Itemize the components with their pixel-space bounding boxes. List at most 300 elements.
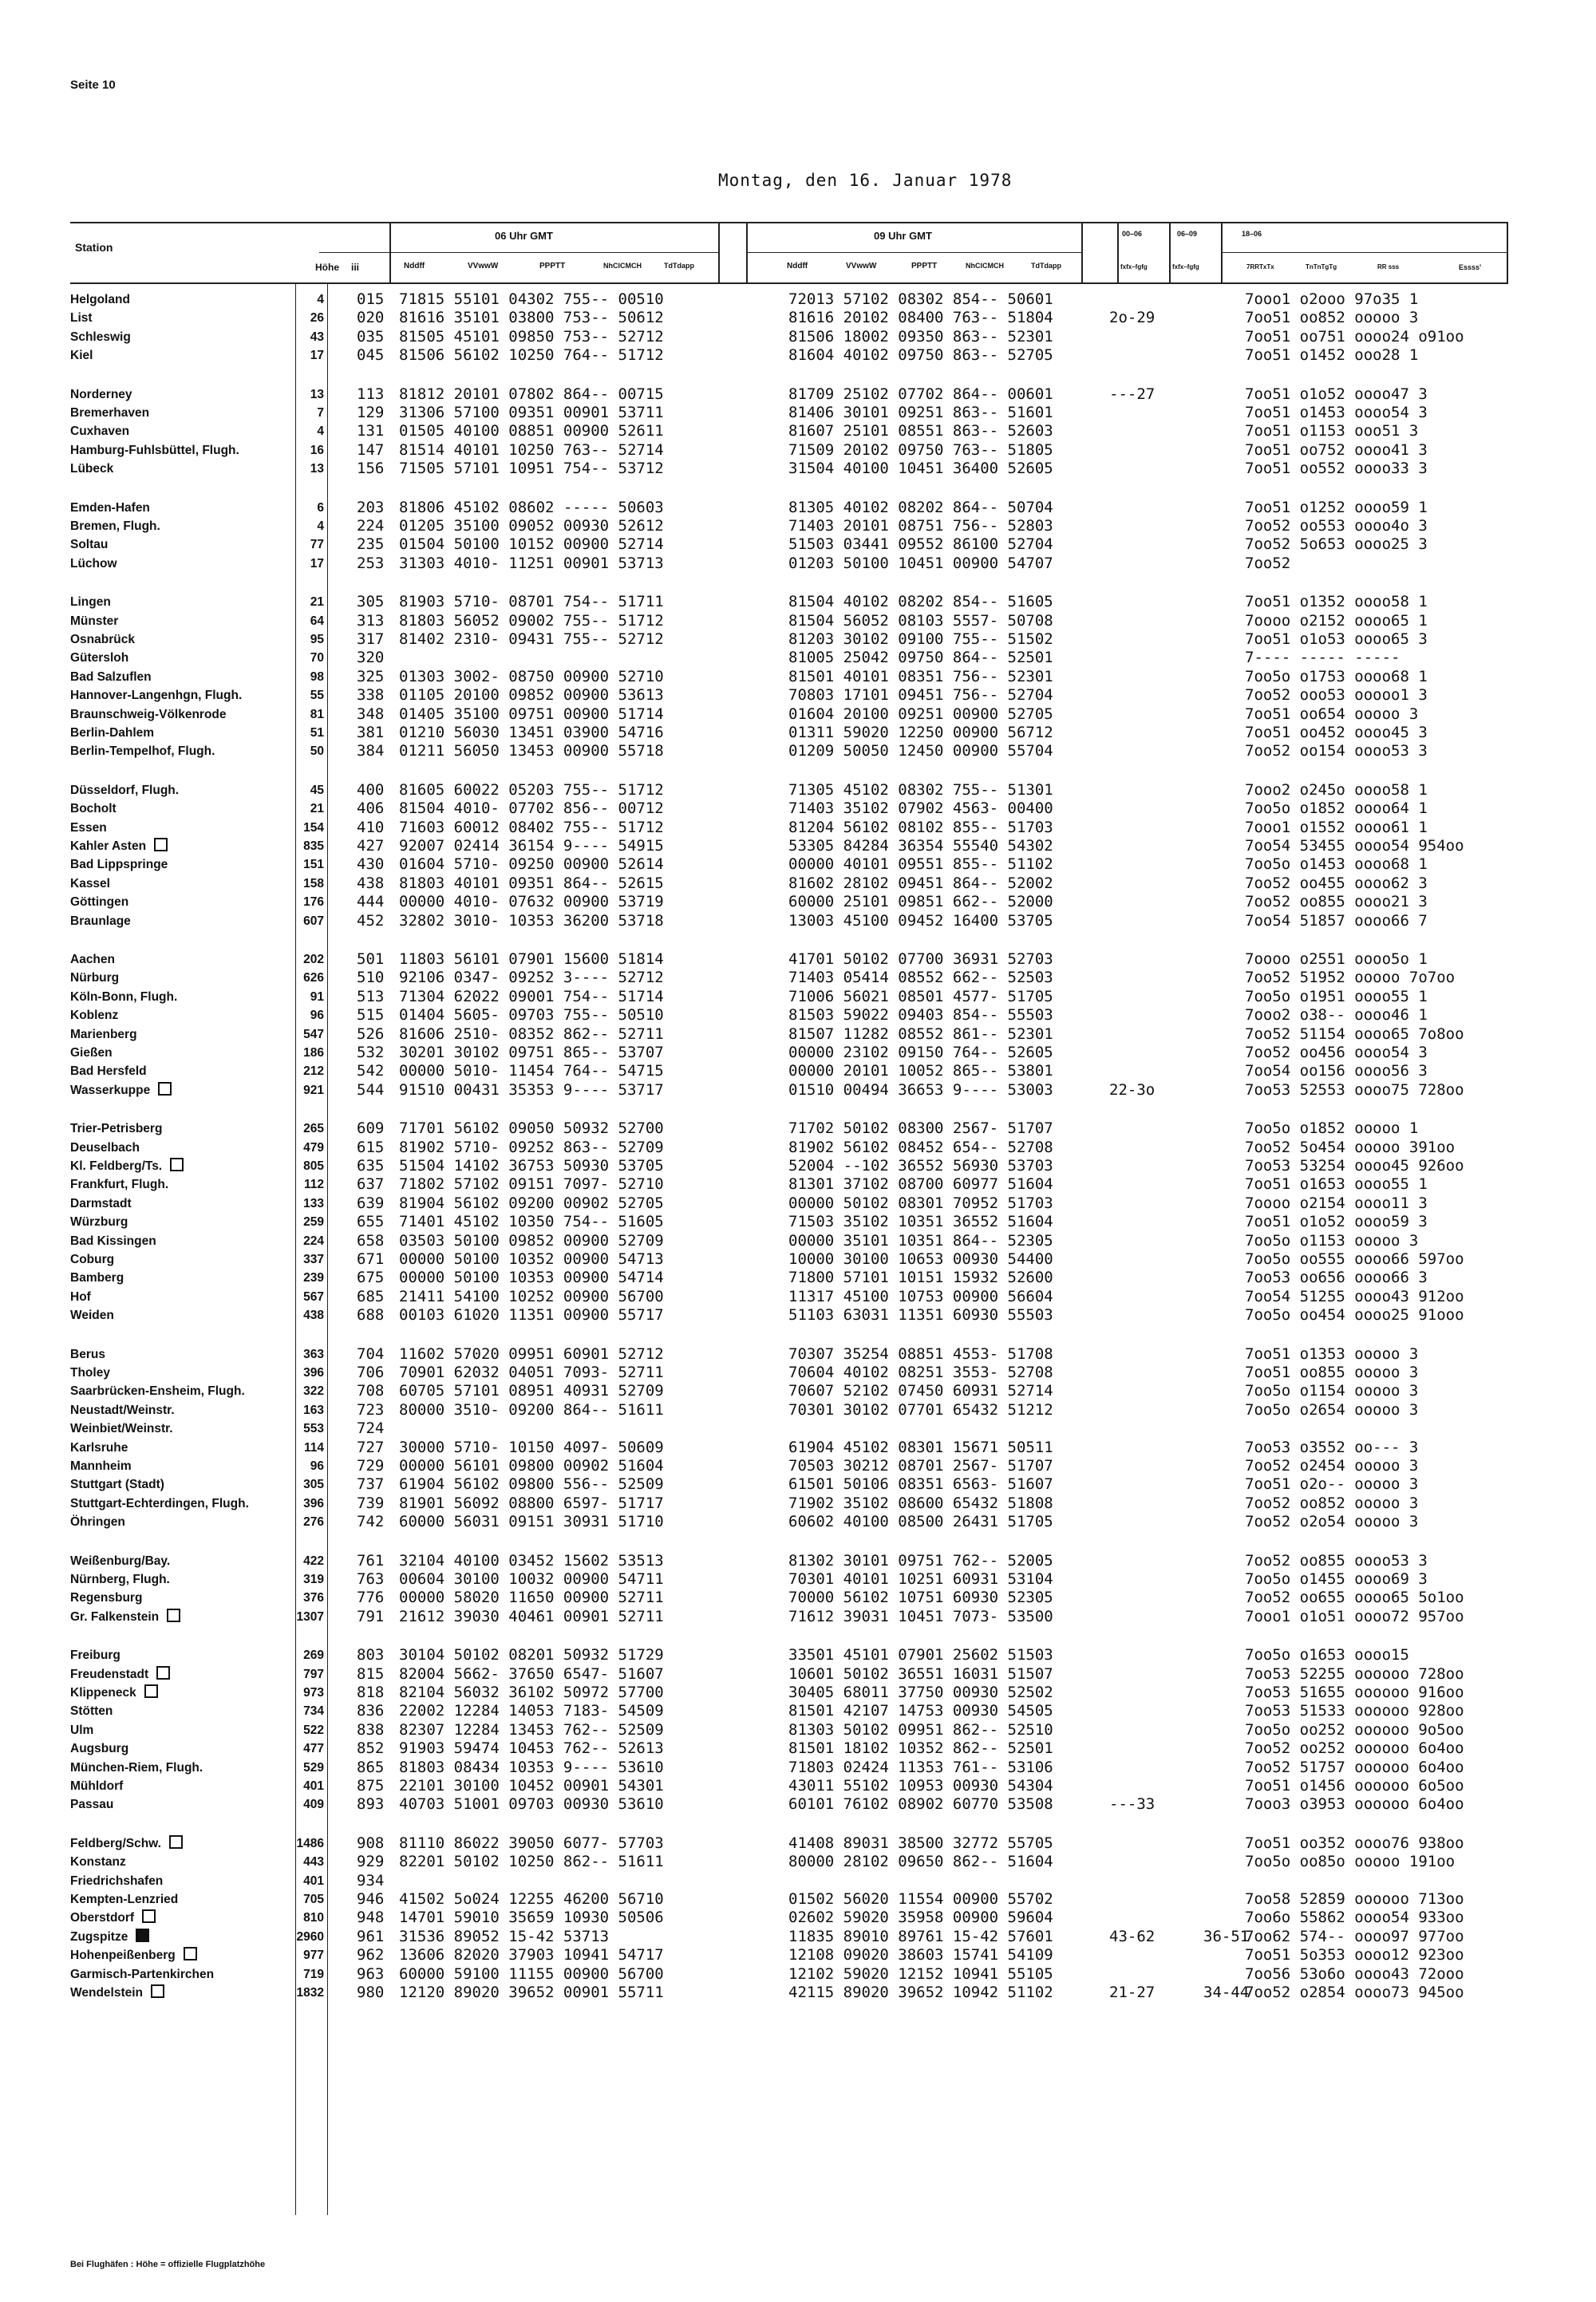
station-name: München-Riem, Flugh. <box>70 1760 203 1775</box>
station-number: 763 <box>357 1570 385 1588</box>
obs-09-gmt: 01604 20100 09251 00900 52705 <box>788 705 1053 723</box>
table-row <box>0 1684 1596 1702</box>
obs-06-gmt: 71603 60012 08402 755-- 51712 <box>399 818 664 836</box>
obs-09-gmt: 12108 09020 38603 15741 54109 <box>788 1946 1053 1964</box>
station-number: 776 <box>357 1589 385 1607</box>
station-height: 529 <box>303 1760 324 1775</box>
obs-09-gmt: 81506 18002 09350 863-- 52301 <box>788 327 1053 345</box>
station-height: 176 <box>303 895 324 910</box>
station-number: 639 <box>357 1194 385 1212</box>
station-name: Deuselbach <box>70 1140 140 1155</box>
station-height: 443 <box>303 1855 324 1870</box>
obs-18-06: 7oo51 oo752 oooo41 3 <box>1245 440 1428 459</box>
station-height: 16 <box>310 443 324 457</box>
header-ppptt-09: PPPTT <box>911 262 938 270</box>
gust-00-06: 22-3o <box>1109 1080 1156 1099</box>
obs-09-gmt: 71006 56021 08501 4577- 51705 <box>788 987 1053 1005</box>
gust-00-06: ---33 <box>1109 1795 1156 1814</box>
station-height: 626 <box>303 971 324 985</box>
station-name: Bremen, Flugh. <box>70 519 160 533</box>
station-number: 609 <box>357 1119 385 1138</box>
table-row <box>0 1401 1596 1420</box>
obs-06-gmt: 81402 2310- 09431 755-- 52712 <box>399 630 664 648</box>
station-name: Nürburg <box>70 971 120 985</box>
obs-06-gmt: 00103 61020 11351 00900 55717 <box>399 1306 664 1325</box>
table-row <box>0 781 1596 800</box>
obs-06-gmt: 92106 0347- 09252 3---- 52712 <box>399 969 664 987</box>
table-row <box>0 1345 1596 1364</box>
obs-18-06: 7ooo3 o3953 oooooo 6o4oo <box>1245 1795 1464 1814</box>
obs-18-06: 7oo54 51255 oooo43 912oo <box>1245 1287 1464 1305</box>
table-row <box>0 290 1596 309</box>
obs-09-gmt: 72013 57102 08302 854-- 50601 <box>788 290 1053 308</box>
obs-18-06: 7oo51 o1452 ooo28 1 <box>1245 346 1419 365</box>
obs-06-gmt: 32104 40100 03452 15602 53513 <box>399 1551 664 1570</box>
station-number: 761 <box>357 1551 385 1570</box>
obs-09-gmt: 81301 37102 08700 60977 51604 <box>788 1175 1053 1194</box>
header-station: Station <box>75 241 113 254</box>
header-tdtdapp: TdTdapp <box>664 262 694 270</box>
station-height: 4 <box>317 424 324 439</box>
obs-18-06: 7oo52 51757 oooooo 6o4oo <box>1245 1758 1464 1776</box>
station-name: Neustadt/Weinstr. <box>70 1403 175 1417</box>
obs-06-gmt: 82104 56032 36102 50972 57700 <box>399 1684 664 1701</box>
station-name: Garmisch-Partenkirchen <box>70 1967 215 1981</box>
obs-06-gmt: 81504 4010- 07702 856-- 00712 <box>399 800 664 818</box>
obs-09-gmt: 81503 59022 09403 854-- 55503 <box>788 1006 1053 1025</box>
station-number: 381 <box>357 724 385 741</box>
station-height: 553 <box>303 1422 324 1436</box>
header-tntn: TnTnTgTg <box>1306 263 1337 270</box>
obs-18-06: 7oo5o o1753 oooo68 1 <box>1245 667 1428 685</box>
header-ppptt: PPPTT <box>539 262 566 270</box>
station-name: Öhringen <box>70 1515 125 1530</box>
obs-09-gmt: 11835 89010 89761 15-42 57601 <box>788 1927 1053 1945</box>
obs-18-06: 7oo52 oo553 oooo4o 3 <box>1245 517 1428 535</box>
obs-18-06: 7oo51 oo352 oooo76 938oo <box>1245 1834 1464 1852</box>
station-number: 526 <box>357 1025 385 1043</box>
station-height: 13 <box>310 462 324 476</box>
station-name: Weißenburg/Bay. <box>70 1554 171 1568</box>
header-esss: Essss' <box>1459 263 1482 271</box>
station-name: Friedrichshafen <box>70 1874 164 1888</box>
obs-06-gmt: 81902 5710- 09252 863-- 52709 <box>399 1138 664 1156</box>
obs-06-gmt: 00000 56101 09800 00902 51604 <box>399 1457 664 1475</box>
station-name: Koblenz <box>70 1009 119 1023</box>
obs-18-06: 7oo51 o1153 ooo51 3 <box>1245 422 1419 440</box>
station-name: Köln-Bonn, Flugh. <box>70 989 178 1004</box>
obs-09-gmt: 51503 03441 09552 86100 52704 <box>788 535 1053 554</box>
station-name: Cuxhaven <box>70 424 130 439</box>
station-height: 396 <box>303 1496 324 1510</box>
obs-06-gmt: 80000 3510- 09200 864-- 51611 <box>399 1400 664 1419</box>
station-height: 734 <box>303 1704 324 1719</box>
station-name: Oberstdorf <box>70 1909 156 1927</box>
obs-09-gmt: 02602 59020 35958 00900 59604 <box>788 1909 1053 1927</box>
table-row <box>0 1872 1596 1890</box>
station-height: 114 <box>303 1440 324 1455</box>
station-name: Düsseldorf, Flugh. <box>70 783 180 797</box>
station-height: 337 <box>303 1253 324 1266</box>
obs-18-06: 7oo53 51533 oooooo 928oo <box>1245 1702 1464 1720</box>
table-row <box>0 1139 1596 1157</box>
station-height: 2960 <box>296 1929 324 1944</box>
obs-18-06: 7oo51 o1653 oooo55 1 <box>1245 1175 1428 1194</box>
station-number: 815 <box>357 1664 385 1683</box>
obs-06-gmt: 31536 89052 15-42 53713 <box>399 1927 610 1945</box>
obs-09-gmt: 60000 25101 09851 662-- 52000 <box>788 893 1053 911</box>
obs-06-gmt: 82201 50102 10250 862-- 51611 <box>399 1853 664 1871</box>
station-number: 224 <box>357 517 385 535</box>
obs-06-gmt: 81616 35101 03800 753-- 50612 <box>399 309 664 327</box>
obs-06-gmt: 31303 4010- 11251 00901 53713 <box>399 554 664 572</box>
station-name: Stuttgart-Echterdingen, Flugh. <box>70 1496 249 1510</box>
station-number: 444 <box>357 893 385 911</box>
obs-18-06: 7oo52 oo154 oooo53 3 <box>1245 742 1428 760</box>
table-row <box>0 1589 1596 1607</box>
station-number: 513 <box>357 987 385 1005</box>
obs-18-06: 7oo6o 55862 oooo54 933oo <box>1245 1909 1464 1927</box>
station-height: 438 <box>303 1309 324 1323</box>
station-name: Karlsruhe <box>70 1440 128 1455</box>
station-height: 547 <box>303 1027 324 1041</box>
table-row <box>0 1777 1596 1795</box>
obs-06-gmt: 81606 2510- 08352 862-- 52711 <box>399 1025 664 1043</box>
station-height: 401 <box>303 1874 324 1888</box>
station-name: Tholey <box>70 1366 110 1380</box>
obs-09-gmt: 71403 20101 08751 756-- 52803 <box>788 517 1053 535</box>
obs-06-gmt: 81901 56092 08800 6597- 51717 <box>399 1494 664 1512</box>
station-number: 729 <box>357 1457 385 1475</box>
station-name: Coburg <box>70 1253 115 1266</box>
obs-09-gmt: 81504 40102 08202 854-- 51605 <box>788 593 1053 611</box>
station-name: Berlin-Dahlem <box>70 726 155 740</box>
obs-06-gmt: 81506 56102 10250 764-- 51712 <box>399 346 664 365</box>
station-number: 688 <box>357 1306 385 1325</box>
table-row <box>0 1025 1596 1044</box>
station-name: Konstanz <box>70 1855 126 1870</box>
station-height: 7 <box>317 406 324 420</box>
table-row <box>0 1890 1596 1909</box>
obs-06-gmt: 71815 55101 04302 755-- 00510 <box>399 290 664 308</box>
station-height: 977 <box>303 1949 324 1963</box>
obs-09-gmt: 71612 39031 10451 7073- 53500 <box>788 1607 1053 1625</box>
station-number: 515 <box>357 1006 385 1025</box>
station-number: 544 <box>357 1080 385 1099</box>
station-height: 26 <box>310 311 324 326</box>
station-number: 129 <box>357 404 385 421</box>
obs-06-gmt: 00000 5010- 11454 764-- 54715 <box>399 1062 664 1080</box>
obs-06-gmt: 71304 62022 09001 754-- 51714 <box>399 987 664 1005</box>
obs-18-06: 7oo5o o1453 oooo68 1 <box>1245 855 1428 874</box>
obs-09-gmt: 81607 25101 08551 863-- 52603 <box>788 422 1053 440</box>
station-name: Freiburg <box>70 1649 120 1663</box>
obs-18-06: 7oo52 5o454 ooooo 391oo <box>1245 1138 1456 1156</box>
obs-06-gmt: 01604 5710- 09250 00900 52614 <box>399 855 664 874</box>
obs-09-gmt: 01311 59020 12250 00900 56712 <box>788 724 1053 741</box>
table-row <box>0 969 1596 987</box>
station-height: 51 <box>310 726 324 740</box>
obs-09-gmt: 01209 50050 12450 00900 55704 <box>788 742 1053 760</box>
obs-06-gmt: 13606 82020 37903 10941 54717 <box>399 1946 664 1964</box>
table-row <box>0 1665 1596 1684</box>
obs-09-gmt: 53305 84284 36354 55540 54302 <box>788 837 1053 855</box>
obs-09-gmt: 71403 35102 07902 4563- 00400 <box>788 800 1053 818</box>
obs-06-gmt: 01404 5605- 09703 755-- 50510 <box>399 1006 664 1025</box>
station-height: 835 <box>303 839 324 853</box>
station-number: 317 <box>357 630 385 648</box>
station-name: Braunschweig-Völkenrode <box>70 707 227 721</box>
station-height: 158 <box>303 876 324 890</box>
station-name: Bad Lippspringe <box>70 858 168 872</box>
obs-09-gmt: 81604 40102 09750 863-- 52705 <box>788 346 1053 365</box>
obs-06-gmt: 81803 40101 09351 864-- 52615 <box>399 874 664 892</box>
station-height: 363 <box>303 1347 324 1361</box>
station-number: 313 <box>357 611 385 630</box>
station-name: Göttingen <box>70 895 129 910</box>
station-name: Hannover-Langenhgn, Flugh. <box>70 689 243 703</box>
station-number: 742 <box>357 1513 385 1531</box>
station-name: Hamburg-Fuhlsbüttel, Flugh. <box>70 443 239 457</box>
station-height: 409 <box>303 1798 324 1812</box>
obs-18-06: 7oo52 oo855 oooo21 3 <box>1245 893 1428 911</box>
station-number: 305 <box>357 593 385 611</box>
obs-18-06: 7oo5o o1653 oooo15 <box>1245 1646 1409 1664</box>
obs-09-gmt: 33501 45101 07901 25602 51503 <box>788 1646 1053 1664</box>
table-row <box>0 1439 1596 1457</box>
obs-18-06: 7ooo1 o1552 oooo61 1 <box>1245 818 1428 836</box>
station-number: 865 <box>357 1758 385 1776</box>
page-label: Seite 10 <box>70 78 116 92</box>
station-number: 836 <box>357 1702 385 1720</box>
obs-09-gmt: 00000 50102 08301 70952 51703 <box>788 1194 1053 1212</box>
station-name: Lingen <box>70 595 111 610</box>
obs-09-gmt: 11317 45100 10753 00900 56604 <box>788 1287 1053 1305</box>
station-number: 131 <box>357 422 385 440</box>
table-row <box>0 328 1596 346</box>
obs-06-gmt: 92007 02414 36154 9---- 54915 <box>399 837 664 855</box>
station-name: Soltau <box>70 538 109 552</box>
obs-09-gmt: 70307 35254 08851 4553- 51708 <box>788 1344 1053 1363</box>
station-height: 705 <box>303 1893 324 1906</box>
station-height: 797 <box>303 1667 324 1681</box>
obs-06-gmt: 82307 12284 13453 762-- 52509 <box>399 1720 664 1739</box>
obs-06-gmt: 81806 45102 08602 ----- 50603 <box>399 498 664 516</box>
obs-06-gmt: 40703 51001 09703 00930 53610 <box>399 1795 664 1814</box>
table-row <box>0 1232 1596 1250</box>
station-height: 810 <box>303 1911 324 1925</box>
obs-09-gmt: 70000 56102 10751 60930 52305 <box>788 1589 1053 1607</box>
mountain-station-icon <box>136 1929 149 1942</box>
station-number: 658 <box>357 1231 385 1250</box>
obs-09-gmt: 81302 30101 09751 762-- 52005 <box>788 1551 1053 1570</box>
obs-09-gmt: 81709 25102 07702 864-- 00601 <box>788 385 1053 403</box>
obs-09-gmt: 12102 59020 12152 10941 55105 <box>788 1964 1053 1983</box>
mountain-station-icon <box>158 1082 172 1096</box>
obs-06-gmt: 51504 14102 36753 50930 53705 <box>399 1157 664 1175</box>
mountain-station-icon <box>184 1947 197 1960</box>
obs-06-gmt: 11602 57020 09951 60901 52712 <box>399 1344 664 1363</box>
obs-18-06: 7oo52 oo852 ooooo 3 <box>1245 1494 1419 1512</box>
header-06-uhr: 06 Uhr GMT <box>495 230 553 242</box>
station-number: 338 <box>357 686 385 705</box>
station-name: Kempten-Lenzried <box>70 1893 179 1906</box>
obs-09-gmt: 10601 50102 36551 16031 51507 <box>788 1664 1053 1683</box>
obs-18-06: 7oo51 o2o-- ooooo 3 <box>1245 1475 1419 1494</box>
obs-06-gmt: 03503 50100 09852 00900 52709 <box>399 1231 664 1250</box>
station-height: 239 <box>303 1271 324 1285</box>
obs-09-gmt: 71803 02424 11353 761-- 53106 <box>788 1758 1053 1776</box>
obs-09-gmt: 81305 40102 08202 864-- 50704 <box>788 498 1053 516</box>
station-height: 96 <box>310 1009 324 1023</box>
table-row <box>0 1213 1596 1231</box>
obs-09-gmt: 01510 00494 36653 9---- 53003 <box>788 1080 1053 1099</box>
table-row <box>0 875 1596 893</box>
obs-06-gmt: 81110 86022 39050 6077- 57703 <box>399 1834 664 1852</box>
obs-18-06: 7ooo2 o38-- oooo46 1 <box>1245 1006 1428 1025</box>
table-row <box>0 1795 1596 1814</box>
station-number: 452 <box>357 911 385 930</box>
station-number: 438 <box>357 874 385 892</box>
obs-18-06: 7oo53 oo656 oooo66 3 <box>1245 1269 1428 1287</box>
table-row <box>0 441 1596 460</box>
obs-06-gmt: 82004 5662- 37650 6547- 51607 <box>399 1664 664 1683</box>
station-number: 235 <box>357 535 385 554</box>
table-row <box>0 1909 1596 1927</box>
station-number: 501 <box>357 950 385 968</box>
station-number: 203 <box>357 498 385 516</box>
station-number: 635 <box>357 1157 385 1175</box>
table-row <box>0 1062 1596 1080</box>
obs-18-06: 7oo5o o1455 oooo69 3 <box>1245 1570 1428 1588</box>
table-row <box>0 1157 1596 1175</box>
obs-18-06: 7oo54 51857 oooo66 7 <box>1245 911 1428 930</box>
obs-06-gmt: 01205 35100 09052 00930 52612 <box>399 517 664 535</box>
table-row <box>0 855 1596 874</box>
obs-18-06: 7oo5o o1852 ooooo 1 <box>1245 1119 1419 1138</box>
station-name: Gießen <box>70 1046 113 1060</box>
header-vvwww: VVwwW <box>468 262 499 270</box>
obs-09-gmt: 81203 30102 09100 755-- 51502 <box>788 630 1053 648</box>
obs-18-06: 7oo51 oo855 ooooo 3 <box>1245 1364 1419 1381</box>
obs-09-gmt: 00000 35101 10351 864-- 52305 <box>788 1231 1053 1250</box>
obs-09-gmt: 81303 50102 09951 862-- 52510 <box>788 1720 1053 1739</box>
obs-18-06: 7oo53 52255 oooooo 728oo <box>1245 1664 1464 1683</box>
table-row <box>0 1853 1596 1871</box>
station-number: 893 <box>357 1795 385 1814</box>
obs-06-gmt: 00604 30100 10032 00900 54711 <box>399 1570 664 1588</box>
header-nhclcmch-09: NhClCMCH <box>966 262 1004 270</box>
table-row <box>0 1420 1596 1438</box>
obs-18-06: 7oo52 oo252 oooooo 6o4oo <box>1245 1739 1464 1758</box>
station-height: 112 <box>303 1178 324 1192</box>
station-height: 276 <box>303 1515 324 1530</box>
station-height: 1486 <box>296 1836 324 1850</box>
station-name: Bocholt <box>70 802 117 816</box>
station-name: Saarbrücken-Ensheim, Flugh. <box>70 1384 245 1399</box>
station-number: 253 <box>357 554 385 572</box>
station-name: Gr. Falkenstein <box>70 1608 180 1626</box>
table-row <box>0 800 1596 818</box>
station-name: Mühldorf <box>70 1779 124 1793</box>
station-height: 17 <box>310 349 324 363</box>
obs-06-gmt: 81605 60022 05203 755-- 51712 <box>399 780 664 799</box>
table-row <box>0 1834 1596 1853</box>
station-number: 655 <box>357 1213 385 1231</box>
station-name: Frankfurt, Flugh. <box>70 1178 169 1192</box>
station-height: 319 <box>303 1573 324 1586</box>
station-height: 151 <box>303 858 324 872</box>
table-row <box>0 1119 1596 1138</box>
station-name: Würzburg <box>70 1215 128 1230</box>
obs-18-06: 7oo52 <box>1245 554 1291 572</box>
station-number: 532 <box>357 1044 385 1061</box>
station-name: Münster <box>70 614 119 628</box>
station-number: 675 <box>357 1269 385 1287</box>
station-name: Kassel <box>70 876 110 890</box>
station-name: Kiel <box>70 349 93 363</box>
table-row <box>0 1495 1596 1513</box>
station-height: 81 <box>310 707 324 721</box>
obs-09-gmt: 70803 17101 09451 756-- 52704 <box>788 686 1053 705</box>
station-number: 671 <box>357 1250 385 1268</box>
station-height: 21 <box>310 802 324 816</box>
obs-09-gmt: 30405 68011 37750 00930 52502 <box>788 1684 1053 1701</box>
station-number: 015 <box>357 290 385 308</box>
station-name: Bad Hersfeld <box>70 1064 147 1079</box>
obs-18-06: 7oo52 o2o54 ooooo 3 <box>1245 1513 1419 1531</box>
table-row <box>0 1364 1596 1382</box>
obs-18-06: 7oo52 oo655 oooo65 5o1oo <box>1245 1589 1464 1607</box>
table-row <box>0 893 1596 911</box>
obs-09-gmt: 71503 35102 10351 36552 51604 <box>788 1213 1053 1231</box>
obs-18-06: 7oo51 o1353 ooooo 3 <box>1245 1344 1419 1363</box>
station-number: 113 <box>357 385 385 403</box>
table-row <box>0 1702 1596 1720</box>
station-number: 637 <box>357 1175 385 1194</box>
station-number: 348 <box>357 705 385 723</box>
table-row <box>0 705 1596 724</box>
station-height: 805 <box>303 1159 324 1173</box>
mountain-station-icon <box>154 838 168 851</box>
header-fxfx-1: fxfx–fgfg <box>1120 263 1148 270</box>
station-height: 186 <box>303 1046 324 1060</box>
table-row <box>0 535 1596 554</box>
obs-06-gmt: 60000 59100 11155 00900 56700 <box>399 1964 664 1983</box>
obs-06-gmt: 30201 30102 09751 865-- 53707 <box>399 1044 664 1061</box>
obs-18-06: 7oooo o2551 oooo5o 1 <box>1245 950 1428 968</box>
table-row <box>0 346 1596 365</box>
table-row <box>0 1646 1596 1664</box>
station-number: 737 <box>357 1475 385 1494</box>
obs-06-gmt: 32802 3010- 10353 36200 53718 <box>399 911 664 930</box>
obs-06-gmt: 60000 56031 09151 30931 51710 <box>399 1513 664 1531</box>
obs-18-06: 7oo51 oo452 oooo45 3 <box>1245 724 1428 741</box>
obs-06-gmt: 41502 5o024 12255 46200 56710 <box>399 1890 664 1908</box>
header-hoehe: Höhe <box>315 262 339 273</box>
obs-18-06: 7oo5o oo252 oooooo 9o5oo <box>1245 1720 1464 1739</box>
station-height: 17 <box>310 556 324 571</box>
obs-09-gmt: 81902 56102 08452 654-- 52708 <box>788 1138 1053 1156</box>
obs-06-gmt: 22101 30100 10452 00901 54301 <box>399 1777 664 1795</box>
date-line: Montag, den 16. Januar 1978 <box>718 171 1013 190</box>
obs-09-gmt: 42115 89020 39652 10942 51102 <box>788 1984 1053 2001</box>
header-nddff: Nddff <box>404 262 425 270</box>
station-number: 035 <box>357 327 385 345</box>
obs-09-gmt: 71305 45102 08302 755-- 51301 <box>788 780 1053 799</box>
obs-09-gmt: 71702 50102 08300 2567- 51707 <box>788 1119 1053 1138</box>
obs-09-gmt: 60602 40100 08500 26431 51705 <box>788 1513 1053 1531</box>
